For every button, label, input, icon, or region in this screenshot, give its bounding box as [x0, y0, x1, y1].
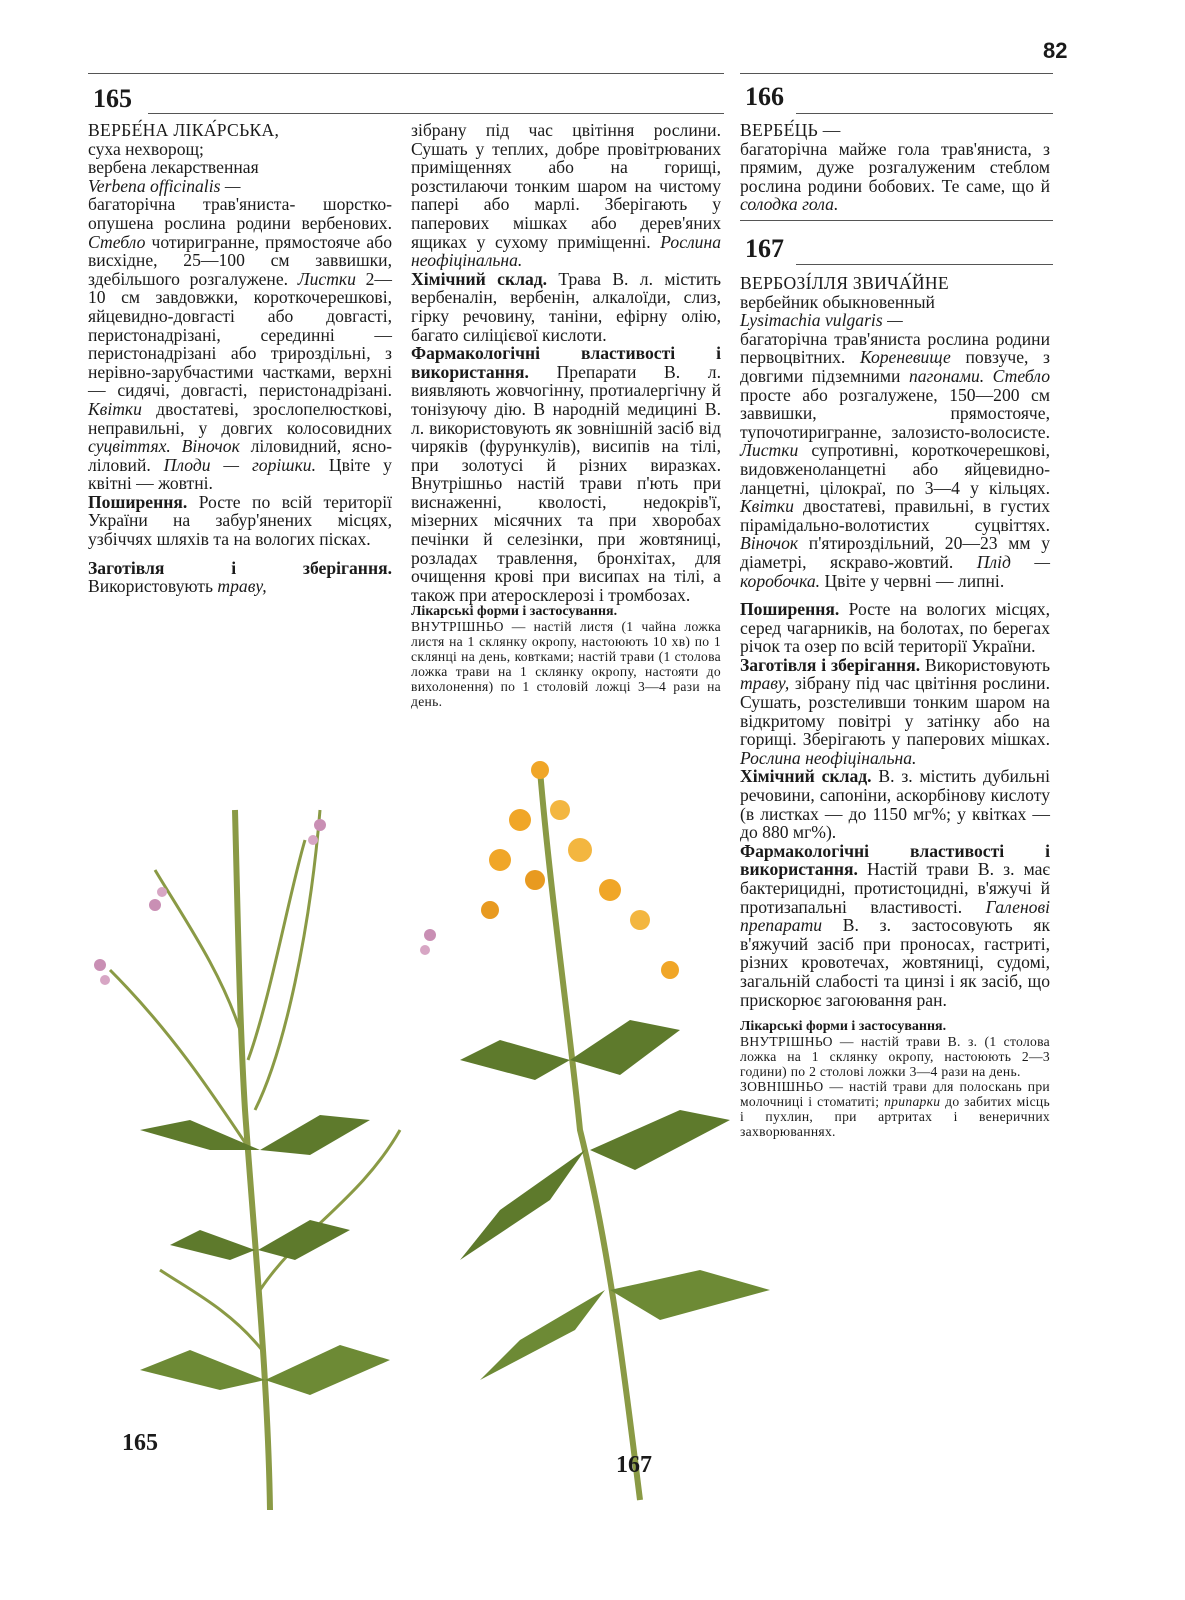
rule-166-bottom: [740, 220, 1053, 221]
entry-165-harvest-continued: зібрану під час цвітіння рослини. Сушать у теплих, добре провітрюваних приміщеннях або на горищі, розстилаючи тонким шаром на чистому папері або марлі. Зберігають у паперових мішках або дерев'яних ящиках у сухому приміщенні. Рослина неофіцінальна.: [411, 120, 721, 271]
entry-165-column-1: [88, 121, 392, 596]
plate-label-167: 167: [616, 1452, 652, 1478]
entry-167-harvest: Заготівля і зберігання. Використовують траву, зібрану під час цвітіння рослини. Сушать, розстеливши тонким шаром на відкритому повітрі у затінку або на горищі. Зберігають у паперових мішках. Рослина неофіцінальна.: [740, 654, 1050, 768]
verbena-plant: [94, 810, 436, 1510]
entry-167-chemistry: Хімічний склад. В. з. містить дубильні речовини, сапоніни, аскорбінову кислоту (в листках — до 1150 мг%; у квітках — до 880 мг%).: [740, 766, 1050, 843]
entry-165-pharmacology: Фармакологічні властивості і використання. Препарати В. л. виявляють жовчогінну, протиалергічну й тонізуючу дію. В народній медицині В. л. використовують як зовнішній засіб від чиряків (фурункулів), висипів на тілі, при золотусі й різних виразках. Внутрішньо настій трави п'ють при виснаженні, кволості, недокрів'ї, мізерних місячних та при хворобах печінки й селезінки, при жовтяниці, розладах травлення, бронхітах, для очищення крові при висипах на тілі, а також при атеросклерозі і тромбозах.: [411, 343, 721, 605]
plate-label-165: 165: [122, 1430, 158, 1456]
entry-165-synonym: суха нехворощ;: [88, 138, 204, 159]
entry-165-forms-text: ВНУТРІШНЬО — настій листя (1 чайна ложка листя на 1 склянку окропу, настоюють 10 хв) по 1 склянці на день, ковтками; настій трави (1 столова ложка трави на 1 склянку окропу, настояти до вихолонення) по 1 столовій ложці 3—4 рази на день.: [411, 619, 721, 710]
entry-166-column: [740, 121, 1050, 214]
rule-165: [148, 113, 724, 114]
entry-165-russian-name: вербена лекарственная: [88, 157, 259, 178]
top-rule-right: [740, 73, 1053, 74]
entry-167-distribution: Поширення. Росте на вологих місцях, серед чагарників, на болотах, по берегах річок та озер по всій території України.: [740, 599, 1050, 657]
entry-165-harvest-start: Заготівля і зберігання. Використовують траву,: [88, 557, 392, 597]
entry-167-russian-name: вербейник обыкновенный: [740, 291, 935, 312]
entry-165-chemistry: Хімічний склад. Трава В. л. містить вербеналін, вербенін, алкалоїди, слиз, гірку речовину, таніни, ефірну олію, багато силіцієвої кислоти.: [411, 268, 721, 345]
entry-number-166: 166: [745, 82, 784, 111]
entry-number-167: 167: [745, 234, 784, 263]
entry-167-description: багаторічна трав'яниста рослина родини первоцвітних. Кореневище повзуче, з довгими підземними пагонами. Стебло просте або розгалужене, 150—200 см заввишки, прямостояче, тупочотиригранне, залозисто-волосисте. Листки супротивні, короткочерешкові, видовженоланцетні або яйцевидно-ланцетні, цілокраї, по 3—4 у кільцях. Квітки двостатеві, правильні, в густих пірамідально-волотистих суцвіттях. Віночок п'ятироздільний, 20—23 мм у діаметрі, яскраво-жовтий. Плід — коробочка. Цвіте у червні — липні.: [740, 328, 1051, 591]
entry-165-distribution: Поширення. Росте по всій території України на забур'янених місцях, узбіччях шляхів та на вологих пісках.: [88, 491, 392, 550]
entry-165-latin-name: Verbena officinalis —: [88, 175, 241, 196]
entry-167-pharmacology: Фармакологічні властивості і використання. Настій трави В. з. має бактерицидні, протистоцидні, в'яжучі й протизапальні властивості. Галенові препарати В. з. застосовують як в'яжучий засіб при проносах, гастриті, різних кровотечах, жовтяниці, судомі, загальній слабості та цинзі і як засіб, що прискорює загоювання ран.: [740, 840, 1050, 1010]
rule-166: [796, 113, 1053, 114]
entry-165-title: ВЕРБЕ́НА ЛІКА́РСЬКА,: [88, 120, 280, 140]
lysimachia-plant: [460, 761, 770, 1500]
entry-166-title: ВЕРБЕ́ЦЬ —: [740, 120, 841, 140]
entry-165-column-2: [411, 121, 721, 709]
entry-165-description: багаторічна трав'яниста- шорстко-опушена рослина родини вербенових. Стебло чотиригранне, прямостояче або висхідне, 25—100 см заввишки, здебільшого розгалужене. Листки 2—10 см завдовжки, короткочерешкові, яйцевидно-довгасті або довгасті, перистонадрізані, серединні — перистонадрізані або трироздільні, з нерівно-зарубчастими частками, верхні — сидячі, довгасті, перистонадрізані. Квітки двостатеві, зрослопелюсткові, неправильні, у довгих колосовидних суцвіттях. Віночок ліловидний, ясно-ліловий. Плоди — горішки. Цвіте у квітні — жовтні.: [88, 194, 392, 494]
page-number: 82: [1043, 38, 1068, 63]
entry-167-forms-internal: ВНУТРІШНЬО — настій трави В. з. (1 столова ложка на 1 склянку окропу, настоюють 2—3 години) по 2 столові ложки 3—4 рази на день.: [740, 1034, 1050, 1080]
entry-167-title: ВЕРБОЗІ́ЛЛЯ ЗВИЧА́ЙНЕ: [740, 273, 949, 293]
entry-165-forms-heading: Лікарські форми і застосування.: [411, 604, 618, 620]
entry-number-165: 165: [93, 84, 132, 113]
top-rule-left: [88, 73, 724, 74]
entry-167-column: [740, 274, 1050, 1139]
entry-166-text: багаторічна майже гола трав'яниста, з прямим, дуже розгалуженим стеблом рослина родини бобових. Те саме, що й солодка гола.: [740, 138, 1050, 215]
entry-167-latin-name: Lysimachia vulgaris —: [740, 310, 903, 331]
rule-167: [796, 264, 1053, 265]
entry-167-forms-external: ЗОВНІШНЬО — настій трави для полоскань при молочниці і стоматиті; припарки до забитих місць і пухлин, при артритах і венеричних захворюваннях.: [740, 1079, 1050, 1140]
entry-167-forms-heading: Лікарські форми і застосування.: [740, 1019, 947, 1035]
botanical-illustration: [80, 730, 780, 1530]
